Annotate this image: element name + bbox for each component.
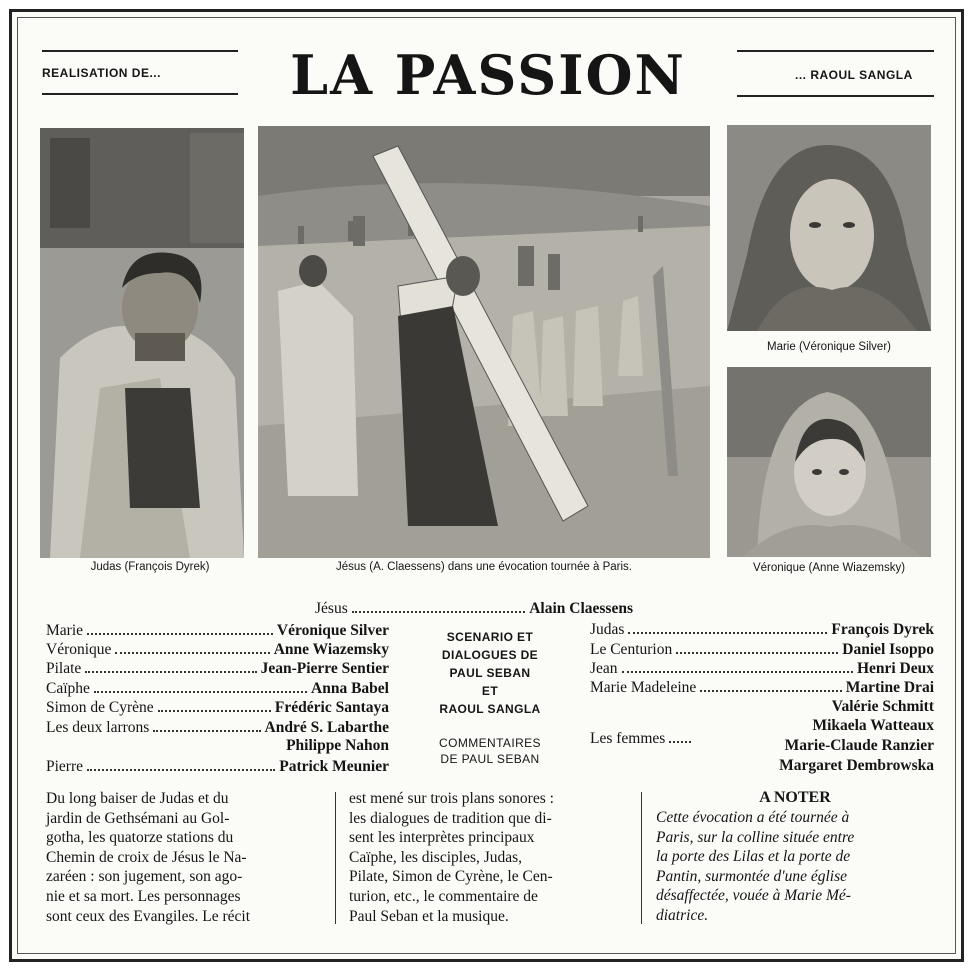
text-line: désaffectée, vouée à Marie Mé-	[656, 887, 851, 905]
credit-line: COMMENTAIRES	[439, 736, 541, 750]
cast-row-larrons	[46, 718, 389, 737]
text-line: les dialogues de tradition que di-	[349, 809, 552, 827]
text-line: zaréen : son jugement, son ago-	[46, 868, 243, 886]
text-line: jardin de Gethsémani au Gol-	[46, 809, 230, 827]
cast-actor: François Dyrek	[831, 621, 934, 638]
dot-leader	[676, 649, 838, 654]
cast-role: Jésus	[315, 600, 348, 617]
text-line: nie et sa mort. Les personnages	[46, 887, 241, 905]
cast-role: Judas	[590, 621, 625, 638]
cast-actor-femme-1: Mikaela Watteaux	[812, 717, 934, 734]
header-rule-right-top	[737, 50, 934, 52]
caption-judas: Judas (François Dyrek)	[90, 561, 210, 573]
credit-line: DE PAUL SEBAN	[440, 752, 540, 766]
dot-leader	[153, 727, 260, 732]
cast-row-marie-madeleine	[590, 678, 934, 697]
text-line: sont ceux des Evangiles. Le récit	[46, 907, 251, 925]
credit-line: SCENARIO ET	[446, 630, 534, 644]
dot-leader	[669, 738, 691, 743]
cast-row-veronique	[46, 640, 389, 659]
cast-role: Jean	[590, 660, 618, 677]
text-line: Du long baiser de Judas et du	[46, 790, 229, 807]
photo-veronique	[727, 367, 931, 557]
photo-jesus-cross	[258, 126, 710, 558]
caption-marie: Marie (Véronique Silver)	[767, 341, 891, 353]
cast-role: Caïphe	[46, 680, 90, 697]
credits-commentaires	[405, 735, 575, 767]
cast-row-caiphe	[46, 679, 389, 698]
cast-actor-femme-3: Margaret Dembrowska	[779, 757, 934, 774]
dot-leader	[94, 688, 307, 693]
cast-actor: Martine Drai	[845, 679, 934, 696]
cast-actor: Daniel Isoppo	[842, 641, 934, 658]
cast-actor: Henri Deux	[856, 660, 934, 677]
cast-row-jean	[590, 659, 934, 678]
cast-actor-madeleine-2: Valérie Schmitt	[831, 698, 934, 715]
page-title: LA PASSION	[290, 43, 686, 107]
text-line: Paris, sur la colline située entre	[656, 828, 855, 846]
cast-row-jesus	[315, 599, 633, 618]
caption-jesus: Jésus (A. Claessens) dans une évocation tournée à Paris.	[336, 561, 632, 573]
cast-row-pilate	[46, 659, 389, 678]
cast-actor: Alain Claessens	[529, 600, 633, 617]
cast-role: Marie Madeleine	[590, 679, 697, 696]
cast-row-pierre	[46, 757, 389, 776]
dot-leader	[628, 629, 827, 634]
cast-actor: Frédéric Santaya	[274, 699, 389, 716]
header-rule-right-bottom	[737, 95, 934, 97]
header-director-prefix: REALISATION DE...	[42, 66, 161, 80]
caption-veronique: Véronique (Anne Wiazemsky)	[752, 562, 906, 574]
note-text	[656, 808, 935, 926]
column-divider-2	[641, 792, 642, 924]
text-line: turion, etc., le commentaire de	[349, 887, 538, 905]
photo-judas	[40, 128, 244, 558]
cast-row-centurion	[590, 640, 934, 659]
dot-leader	[158, 707, 271, 712]
cast-role: Marie	[46, 622, 84, 639]
cast-actor: André S. Labarthe	[264, 719, 389, 736]
credits-scenario	[405, 628, 575, 718]
dot-leader	[87, 630, 273, 635]
synopsis-column-2	[349, 789, 629, 926]
column-divider-1	[335, 792, 336, 924]
dot-leader	[115, 649, 269, 654]
dot-leader	[352, 608, 525, 613]
text-line: sent les interprètes principaux	[349, 829, 535, 847]
cast-role: Pilate	[46, 660, 82, 677]
note-heading: A NOTER	[759, 789, 831, 806]
text-line: diatrice.	[656, 906, 709, 924]
text-line: est mené sur trois plans sonores :	[349, 790, 554, 807]
cast-row-marie	[46, 621, 389, 640]
cast-role: Les deux larrons	[46, 719, 150, 736]
cast-role: Véronique	[46, 641, 112, 658]
cast-actor: Jean-Pierre Sentier	[260, 660, 389, 677]
cast-role: Pierre	[46, 758, 84, 775]
dot-leader	[622, 668, 853, 673]
credit-line: RAOUL SANGLA	[439, 702, 541, 716]
cast-actor: Patrick Meunier	[279, 758, 389, 775]
cast-actor: Véronique Silver	[276, 622, 389, 639]
dot-leader	[87, 766, 275, 771]
dot-leader	[85, 668, 256, 673]
synopsis-column-1	[46, 789, 323, 926]
dot-leader	[700, 687, 841, 692]
photo-marie	[727, 125, 931, 331]
credit-line: DIALOGUES DE	[441, 648, 539, 662]
text-line: la porte des Lilas et la porte de	[656, 848, 851, 866]
cast-row-judas	[590, 620, 934, 639]
cast-row-simon	[46, 698, 389, 717]
text-line: Paul Seban et la musique.	[349, 907, 509, 925]
header-rule-left-top	[42, 50, 238, 52]
credit-line: ET	[481, 684, 499, 698]
credit-line: PAUL SEBAN	[449, 666, 531, 680]
cast-role: Les femmes	[590, 730, 666, 747]
text-line: Chemin de croix de Jésus le Na-	[46, 848, 247, 866]
text-line: Cette évocation a été tournée à	[656, 809, 850, 826]
text-line: Pantin, surmontée d'une église	[656, 867, 848, 885]
cast-role: Le Centurion	[590, 641, 673, 658]
text-line: Pilate, Simon de Cyrène, le Cen-	[349, 868, 553, 886]
cast-actor-femme-2: Marie-Claude Ranzier	[784, 737, 934, 754]
text-line: gotha, les quatorze stations du	[46, 829, 234, 847]
header-director-name: ... RAOUL SANGLA	[795, 68, 913, 82]
cast-actor-larron-2: Philippe Nahon	[286, 737, 389, 754]
text-line: Caïphe, les disciples, Judas,	[349, 848, 523, 866]
cast-actor: Anne Wiazemsky	[273, 641, 389, 658]
cast-role: Simon de Cyrène	[46, 699, 154, 716]
cast-actor: Anna Babel	[311, 680, 389, 697]
header-rule-left-bottom	[42, 93, 238, 95]
